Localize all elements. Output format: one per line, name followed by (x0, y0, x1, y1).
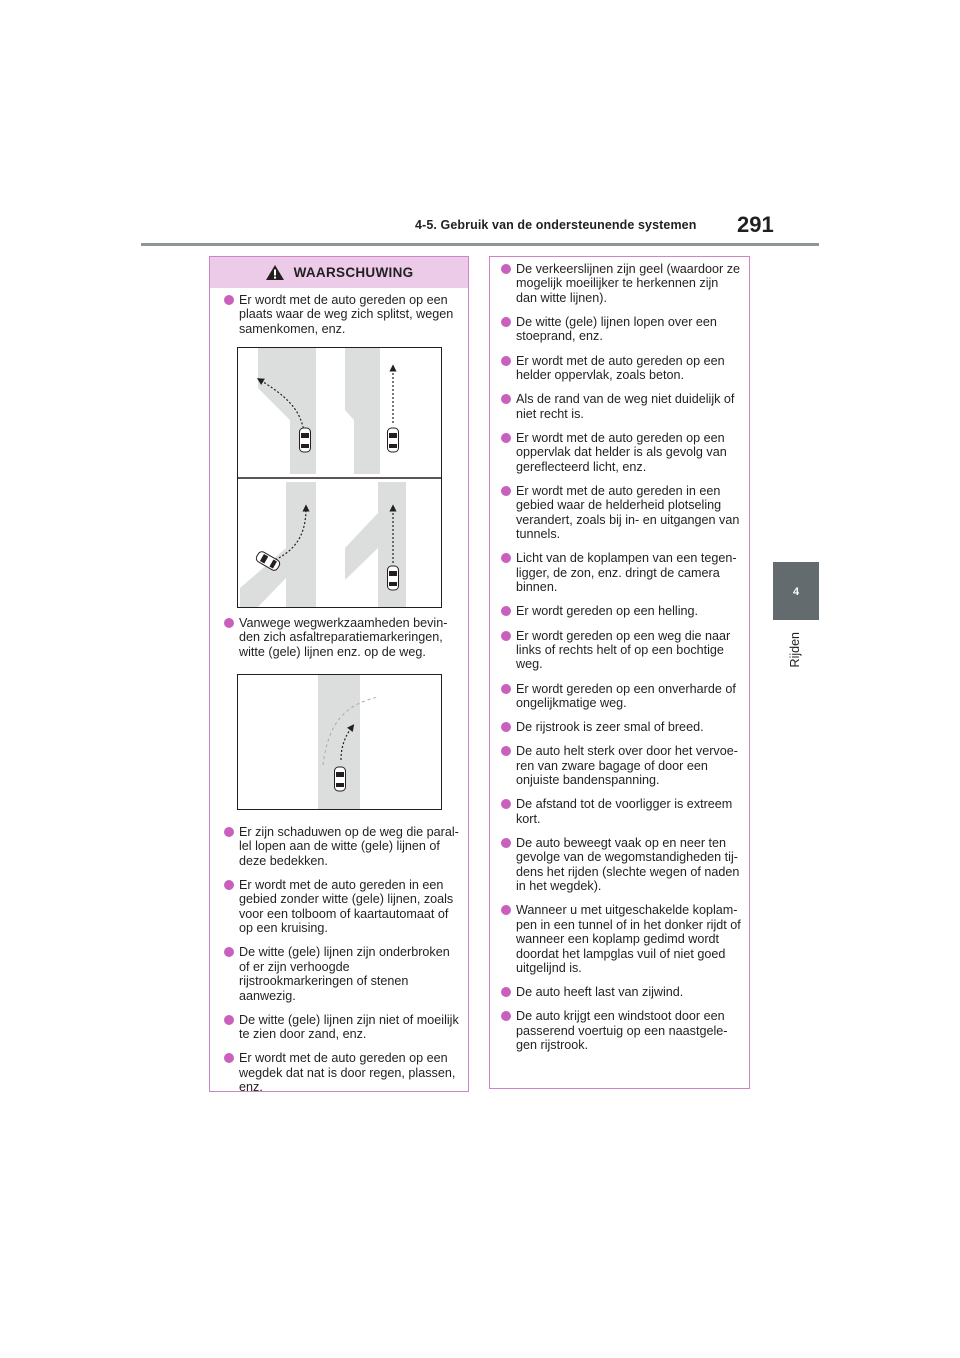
bullet-icon (224, 947, 234, 957)
bullet-icon (501, 317, 511, 327)
chapter-number: 4 (792, 586, 800, 598)
header-rule (141, 243, 819, 246)
bullet-icon (501, 394, 511, 404)
panel-split-straight (345, 348, 399, 474)
list-item: De afstand tot de voorligger is extreem kort. (498, 797, 741, 826)
bullet-icon (501, 356, 511, 366)
bullet-icon (501, 799, 511, 809)
list-item: Er wordt met de auto gereden op een helder oppervlak, zoals beton. (498, 354, 741, 383)
chapter-tab (773, 562, 819, 620)
list-item: Er wordt met de auto gereden op een plaats waar de weg zich splitst, wegen samenkomen, enz. (221, 293, 460, 336)
bullet-list (210, 825, 468, 1104)
bullet-icon (224, 880, 234, 890)
list-item: De witte (gele) lijnen lopen over een stoeprand, enz. (498, 315, 741, 344)
list-item: Er zijn schaduwen op de weg die paral-lel lopen aan de witte (gele) lijnen of deze bedekken. (221, 825, 460, 868)
bullet-icon (501, 631, 511, 641)
list-item: Er wordt met de auto gereden op een oppervlak dat helder is als gevolg van gereflecteerd licht, enz. (498, 431, 741, 474)
bullet-icon (224, 295, 234, 305)
list-item: De auto helt sterk over door het vervoe-ren van zware bagage of door een onjuiste bandenspanning. (498, 744, 741, 787)
list-item: De rijstrook is zeer smal of breed. (498, 720, 741, 734)
bullet-list (210, 616, 468, 669)
bullet-list (210, 293, 468, 336)
list-item: Er wordt gereden op een helling. (498, 604, 741, 618)
list-item: Licht van de koplampen van een tegen-ligger, de zon, enz. dringt de camera binnen. (498, 551, 741, 594)
list-item: Er wordt met de auto gereden in een gebied zonder witte (gele) lijnen, zoals voor een tolboom of kaartautomaat of op een kruising. (221, 878, 460, 936)
list-item: Er wordt gereden op een onverharde of ongelijkmatige weg. (498, 682, 741, 711)
panel-split-left (258, 348, 316, 474)
section-title: 4-5. Gebruik van de ondersteunende systemen (415, 218, 697, 232)
page-number: 291 (737, 212, 774, 237)
bullet-icon (501, 486, 511, 496)
list-item: Er wordt met de auto gereden op een wegdek dat nat is door regen, plassen, enz. (221, 1051, 460, 1094)
bullet-icon (501, 606, 511, 616)
list-item: De auto krijgt een windstoot door een passerend voertuig op een naastgele-gen rijstrook. (498, 1009, 741, 1052)
road-repair-marking-illustration (238, 675, 441, 809)
warning-title: WAARSCHUWING (293, 265, 414, 280)
bullet-icon (501, 1011, 511, 1021)
road-repair-marking-figure (237, 674, 442, 810)
panel-merge-straight (345, 482, 406, 607)
warning-triangle-icon (265, 264, 285, 281)
bullet-icon (501, 264, 511, 274)
chapter-label: Rijden (788, 632, 802, 668)
car-icon (335, 767, 346, 791)
list-item: De verkeerslijnen zijn geel (waardoor ze mogelijk moeilijker te herkennen zijn dan witte lijnen). (498, 262, 741, 305)
list-item: De witte (gele) lijnen zijn onderbroken of er zijn verhoogde rijstrookmarkeringen of stenen aanwezig. (221, 945, 460, 1003)
bullet-icon (224, 1053, 234, 1063)
panel-merge-left (240, 482, 316, 607)
bullet-icon (501, 433, 511, 443)
bullet-icon (501, 722, 511, 732)
list-item: De witte (gele) lijnen zijn niet of moeilijk te zien door zand, enz. (221, 1013, 460, 1042)
warning-box-right (489, 256, 750, 1089)
list-item: Er wordt gereden op een weg die naar links of rechts helt of op een bochtige weg. (498, 629, 741, 672)
road-split-merge-illustration (238, 348, 441, 607)
bullet-list (490, 257, 749, 1053)
list-item: De auto beweegt vaak op en neer ten gevolge van de wegomstandigheden tij-dens het rijden (slechte wegen of naden in het wegdek). (498, 836, 741, 894)
list-item: De auto heeft last van zijwind. (498, 985, 741, 999)
bullet-icon (501, 553, 511, 563)
bullet-icon (501, 684, 511, 694)
bullet-icon (501, 838, 511, 848)
list-item: Wanneer u met uitgeschakelde koplam-pen in een tunnel of in het donker rijdt of wanneer een koplamp gedimd wordt doordat het lampglas vuil of niet goed uitgelijnd is. (498, 903, 741, 975)
bullet-icon (224, 618, 234, 628)
bullet-icon (501, 987, 511, 997)
road-split-merge-figure (237, 347, 442, 608)
list-item: Vanwege wegwerkzaamheden bevin-den zich asfaltreparatiemarkeringen, witte (gele) lijnen enz. op de weg. (221, 616, 460, 659)
bullet-icon (501, 905, 511, 915)
bullet-icon (224, 827, 234, 837)
bullet-icon (224, 1015, 234, 1025)
bullet-icon (501, 746, 511, 756)
list-item: Er wordt met de auto gereden in een gebied waar de helderheid plotseling verandert, zoals bij in- en uitgangen van tunnels. (498, 484, 741, 542)
list-item: Als de rand van de weg niet duidelijk of niet recht is. (498, 392, 741, 421)
warning-header (210, 257, 468, 288)
